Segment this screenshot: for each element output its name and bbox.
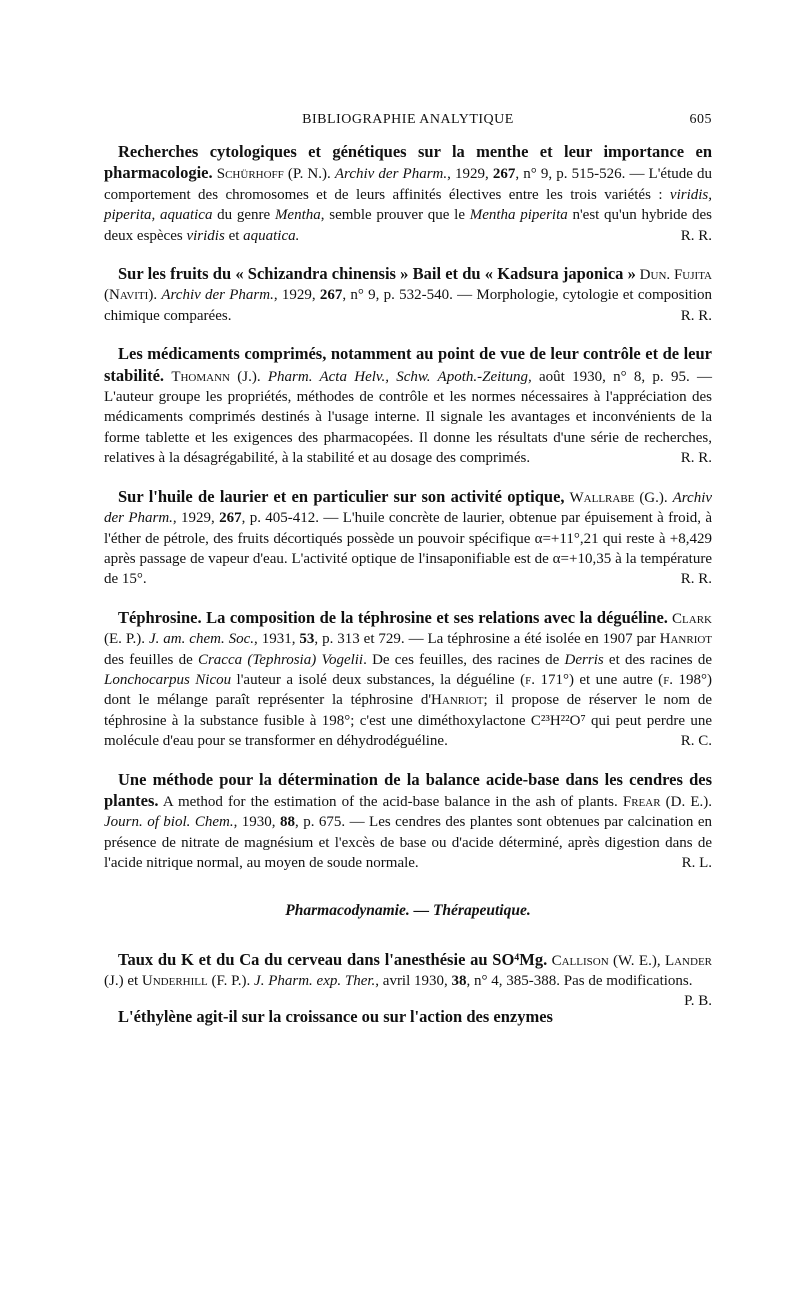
page-number: 605 [689,112,712,127]
entry-text: , n° 9, p. 515-526. — L'étude du comportement des chromosomes et de leurs affinités électives entre les trois variétés : [104,166,713,203]
entry-title: Les médicaments comprimés, notamment au point de vue de leur contrôle et de leur stabilité. [104,344,712,385]
entry-journal: Archiv der Pharm. [104,489,713,527]
entry-text: août 1930, n° 8, p. 95. — L'auteur groupe les propriétés, méthodes de contrôle et les normes nécessaires à l'appréciation des médicaments comprimés destinés à l'usage interne. Il signale les avantages et inconvénients de la forme tablette et les exigences des pharmacopées. Il donne les résultats d'une série de recherches, relatives à la désagrégabilité, à la stabilité et au dosage des comprimés. [104,368,712,467]
entry-volume: 267 [219,510,242,527]
bibliography-entry [104,344,712,468]
entry-author: Underhill (F. P.). [141,973,251,989]
bibliography-entry: Une méthode pour la détermination de la balance acide-base dans les cendres des plantes. A method for the estimation of the acid-base balance in the ash of plants. Frear (D. E.). Journ. of biol. Chem., 1930, 88, p. 675. — Les cendres des plantes sont obtenues par calcination en présence de nitrate de magnésium et l'excès de base ou d'acide déterminé, après digestion dans de l'acide nitrique normal, au moyen de soude normale. R. L. [104,770,712,874]
entry-author: Frear (D. E.). [622,793,712,810]
entry-signature: R. R. [680,307,712,324]
entry-journal: Archiv der Pharm. [161,287,274,304]
entry-journal: Archiv der Pharm. [334,166,448,183]
bibliography-entry: Téphrosine. La composition de la téphrosine et ses relations avec la déguéline. Clark (E. P.). J. am. chem. Soc., 1931, 53, p. 313 et 729. — La téphrosine a été isolée en 1907 par Hanriot des feuilles de Cracca (Tephrosia) Vogelii. De ces feuilles, des racines de Derris et des racines de Lonchocarpus Nicou l'auteur a isolé deux substances, la déguéline (f. 171°) et une autre (f. 198°) dont le mélange paraît représenter la téphrosine d'Hanriot; il propose de réserver le nom de téphrosine à la substance fusible à 198°; c'est une diméthoxylactone C²³H²²O⁷ qui peut perdre une molécule d'eau pour se transformer en déhydrodéguéline. R. C. [104,608,712,752]
entry-author: Lander (J.) [104,952,713,989]
entry-title: Une méthode pour la détermination de la balance acide-base dans les cendres des plantes. [104,769,712,810]
entry-signature: P. B. [684,993,712,1010]
entry-journal: Pharm. Acta Helv., Schw. Apoth.-Zeitung, [267,368,532,385]
entry-author: Wallrabe (G.). [569,489,668,506]
entry-signature: R. R. [680,227,712,244]
running-title: BIBLIOGRAPHIE ANALYTIQUE [302,112,514,127]
entry-title: Sur l'huile de laurier et en particulier sur son activité optique, [118,486,565,506]
entry-author: Clark (E. P.). [104,610,712,648]
entry-signature: R. L. [681,855,712,872]
entry-text: , n° 9, p. 532-540. — Morphologie, cytologie et composition chimique comparées. [104,287,712,324]
entry-text: , p. 313 et 729. — La téphrosine a été isolée en 1907 par [314,631,660,648]
entry-journal: J. Pharm. exp. Ther. [254,973,376,989]
entry-author: Schürhoff (P. N.). [216,166,331,183]
bibliography-entry: Sur l'huile de laurier et en particulier sur son activité optique, Wallrabe (G.). Archiv der Pharm., 1929, 267, p. 405-412. — L'huile concrète de laurier, obtenue par épuisement à froid, à l'éther de pétrole, des fruits décortiqués possède un pouvoir spécifique α=+11°,21 qui reste à +8,429 après passage de vapeur d'eau. L'activité optique de l'insaponifiable est de α=+10,35 à la température de 15°. R. R. [104,487,712,590]
entry-journal: J. am. chem. Soc. [148,631,255,648]
entry-title: Recherches cytologiques et génétiques sur la menthe et leur importance en pharmacologie. [104,142,712,183]
entry-volume: 53 [299,631,315,648]
bibliography-entry: Recherches cytologiques et génétiques sur la menthe et leur importance en pharmacologie. Schürhoff (P. N.). Archiv der Pharm., 1929, 267, n° 9, p. 515-526. — L'étude du comportement des chromosomes et de leurs affinités électives entre les trois variétés : viridis, piperita, aquatica du genre Mentha, semble prouver que le Mentha piperita n'est qu'un hybride des deux espèces viridis et aquatica. R. R. [104,142,712,246]
section-heading: Pharmacodynamie. — Thérapeutique. [285,901,531,919]
entry-text: , p. 405-412. — L'huile concrète de laurier, obtenue par épuisement à froid, à l'éther de pétrole, des fruits décortiqués possède un pouvoir spécifique α=+11°,21 qui reste à +8,429 après passage de vapeur d'eau. L'activité optique de l'insaponifiable est de α=+10,35 à la température de 15°. [104,510,713,588]
entry-journal: Journ. of biol. Chem. [104,814,234,831]
entry-signature: R. R. [680,450,712,467]
entry-text: , p. 675. — Les cendres des plantes sont obtenues par calcination en présence de nitrate de magnésium et l'excès de base ou d'acide déterminé, après digestion dans de l'acide nitrique normal, au moyen de soude normale. [104,814,713,872]
main-content [104,142,712,1047]
entry-author: Callison (W. E.), [551,952,661,969]
entry-signature: R. C. [680,733,712,750]
entry-title: Taux du K et du Ca du cerveau dans l'anesthésie au SO⁴Mg. [118,949,548,969]
entry-signature: R. R. [680,571,712,588]
bibliography-entry [104,1007,712,1028]
entry-volume: 267 [492,166,516,183]
entry-title: L'éthylène agit-il sur la croissance ou sur l'action des enzymes [118,1007,553,1027]
running-head [104,112,712,130]
entry-title: Sur les fruits du « Schizandra chinensis » Bail et du « Kadsura japonica » [118,264,636,284]
entry-volume: 88 [280,814,295,831]
entry-volume: 267 [319,287,343,304]
entry-author: Fujita (Naviti). [104,267,712,304]
entry-title: Téphrosine. La composition de la téphrosine et ses relations avec la déguéline. [118,607,668,627]
entry-volume: 38 [451,973,467,989]
entry-text: , n° 4, 385-388. Pas de modifications. [466,973,693,989]
entry-author: Thomann (J.). [171,368,261,385]
bibliography-entry: Sur les fruits du « Schizandra chinensis » Bail et du « Kadsura japonica » Dun. Fujita (Naviti). Archiv der Pharm., 1929, 267, n° 9, p. 532-540. — Morphologie, cytologie et composition chimique comparées. R. R. [104,264,712,326]
bibliography-entry: Taux du K et du Ca du cerveau dans l'anesthésie au SO⁴Mg. Callison (W. E.), Lander (J.) et Underhill (F. P.). J. Pharm. exp. Ther., avril 1930, 38, n° 4, 385-388. Pas de modifications. P. B. [104,950,712,992]
